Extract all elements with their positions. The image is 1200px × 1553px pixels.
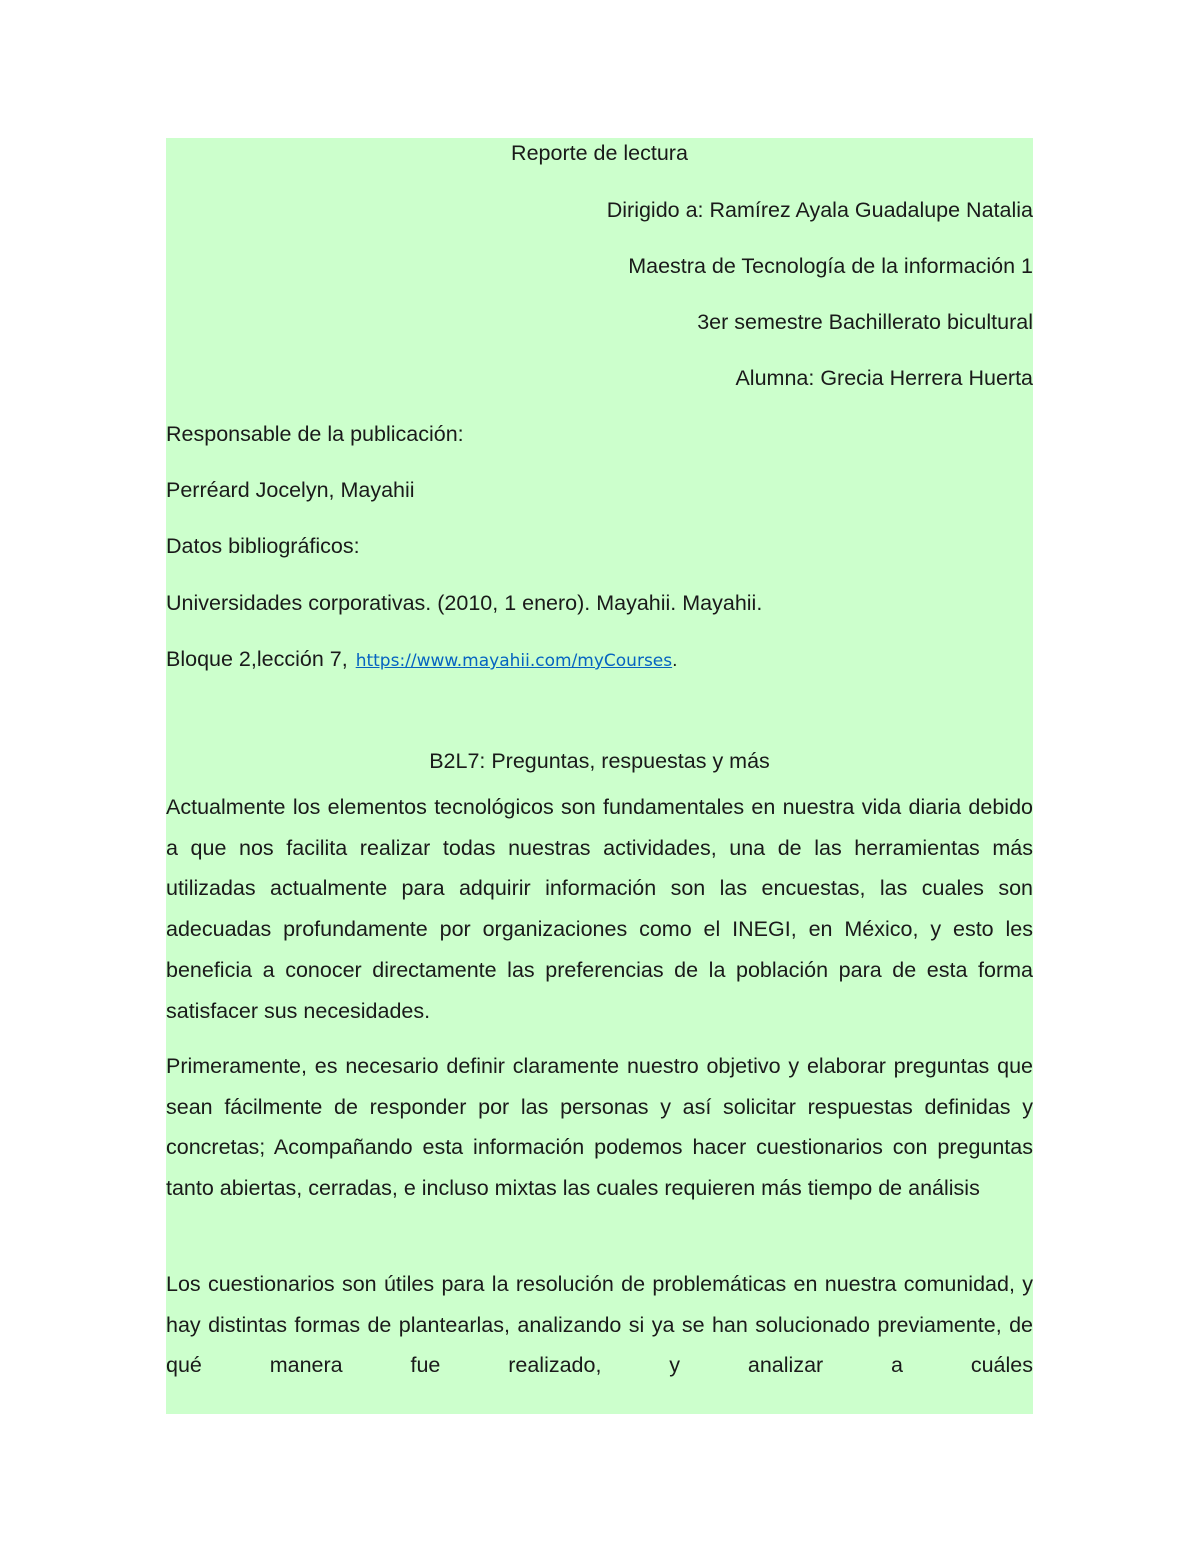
document-title: Reporte de lectura (511, 141, 688, 165)
responsible-label: Responsable de la publicación: (166, 422, 464, 446)
link-suffix: . (672, 651, 678, 671)
responsible-value: Perréard Jocelyn, Mayahii (166, 478, 415, 502)
paragraph-3: Los cuestionarios son útiles para la resolución de problemáticas en nuestra comunidad, y hay distintas formas de plantearlas, analizando si ya se han solucionado previamente, de qué manera fue realizado, y analizar a cuáles (166, 1272, 1033, 1378)
section-title: B2L7: Preguntas, respuestas y más (429, 749, 770, 773)
document-page (166, 138, 1033, 1414)
semester: 3er semestre Bachillerato bicultural (697, 310, 1033, 334)
paragraph-1: Actualmente los elementos tecnológicos son fundamentales en nuestra vida diaria debido a que nos facilita realizar todas nuestras actividades, una de las herramientas más utilizadas actualmente para adquirir información son las encuestas, las cuales son adecuadas profundamente por organizaciones como el INEGI, en México, y esto les beneficia a conocer directamente las preferencias de la población para de esta forma satisfacer sus necesidades. (166, 795, 1033, 1023)
biblio-label: Datos bibliográficos: (166, 534, 360, 558)
block-text: Bloque 2,lección 7, (166, 647, 348, 671)
addressed-to: Dirigido a: Ramírez Ayala Guadalupe Natalia (606, 198, 1033, 222)
block-reference (166, 644, 1033, 676)
paragraph-2: Primeramente, es necesario definir claramente nuestro objetivo y elaborar preguntas que sean fácilmente de responder por las personas y así solicitar respuestas definidas y concretas; Acompañando esta información podemos hacer cuestionarios con preguntas tanto abiertas, cerradas, e incluso mixtas las cuales requieren más tiempo de análisis (166, 1054, 1033, 1201)
biblio-value: Universidades corporativas. (2010, 1 enero). Mayahii. Mayahii. (166, 591, 763, 615)
student-name: Alumna: Grecia Herrera Huerta (735, 366, 1033, 390)
teacher-role: Maestra de Tecnología de la información 1 (628, 254, 1033, 278)
course-link[interactable]: https://www.mayahii.com/myCourses (355, 651, 673, 671)
